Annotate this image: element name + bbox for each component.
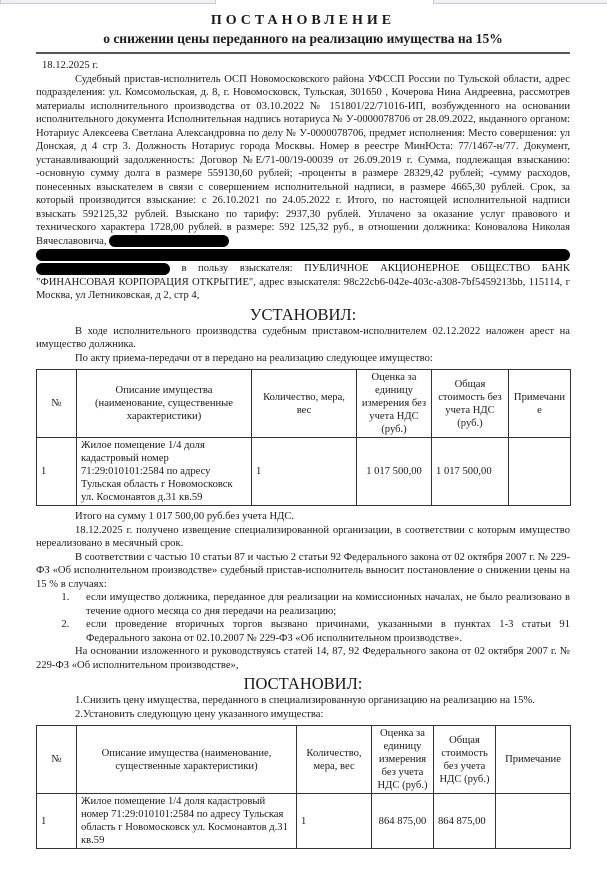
case-item: 2. если проведение вторичных торгов вызвано причинами, указанными в пунктах 1-3 статьи 91 Федерального закона от 02.10.2007 № 229-ФЗ «Об исполнительном производстве». [72, 618, 570, 645]
property-table-initial [36, 369, 571, 506]
col-quantity: Количество, мера, вес [252, 370, 357, 438]
col-unit-price: Оценка за единицу измерения без учета НДС (руб.) [357, 370, 432, 438]
heading-established: УСТАНОВИЛ: [249, 304, 357, 324]
cell-unit-price: 864 875,00 [372, 794, 434, 849]
redaction [36, 249, 570, 261]
cell-description: Жилое помещение 1/4 доля кадастровый номер 71:29:010101:2584 по адресу Тульская область г Новомосковск ул. Космонавтов д.31 кв.59 [77, 438, 252, 506]
paragraph-law: В соответствии с частью 10 статьи 87 и частью 2 статьи 92 Федерального закона от 02 октября 2007 г. № 229-ФЗ «Об исполнительном производстве» судебный пристав-исполнитель выносит постановление о снижении цены на 15 % в случаях: [36, 551, 570, 590]
paragraph-basis: На основании изложенного и руководствуясь статей 14, 87, 92 Федерального закона от 02 октября 2007 г. № 229-ФЗ «Об исполнительном производстве», [36, 646, 570, 671]
col-number: № [37, 726, 77, 794]
cell-description: Жилое помещение 1/4 доля кадастровый номер 71:29:010101:2584 по адресу Тульская область г Новомосковск ул. Космонавтов д.31 кв.59 [77, 794, 297, 849]
document-date: 18.12.2025 г. [42, 60, 99, 71]
cell-quantity: 1 [252, 438, 357, 506]
paragraph-arrest: В ходе исполнительного производства судебным приставом-исполнителем 02.12.2022 наложен арест на имущество должника. [36, 325, 570, 350]
col-note: Примечание [509, 370, 571, 438]
redaction [36, 263, 170, 275]
intro-text: Судебный пристав-исполнитель ОСП Новомосковского района УФССП России по Тульской области, адрес подразделения: ул. Комсомольская, д. 8, г. Новомосковск, Тульская, 301650 , Кочерова Нина Андреевна, рассмотрев материалы исполнительного производства от 03.10.2022 № 151801/22/71016-ИП, возбужденного на основании исполнительного документа Исполнительная надпись нотариуса № У-0000078706 от 28.09.2022, выданного органом: Нотариус Алексеева Светлана Александровна по делу № У-0000078706, предмет исполнения: Место совершения: ул Донская, д 4 стр 3. Должность Нотариус города Москвы. Номер в реестре МинЮста: 77/1467-н/77. Документ, устанавливающий задолженность: Договор №Е/71-00/19-00039 от 26.09.2019 г. Сумма, подлежащая взысканию: -основную сумму долга в размере 559130,60 рублей; -проценты в размере 28329,42 рублей; -сумму расходов, понесенных взыскателем в связи с совершением исполнительной надписи, в размере 4665,30 рублей. Срок, за который производится взыскание: с 26.10.2021 по 24.05.2022 г. Итого, по настоящей исполнительной надписи взыскать 592125,32 рублей. Взыскано по тарифу: 2937,30 рублей. Уплачено за оказание услуг правового и технического характера 1728,00 рублей. в размере: 592 125,32 руб., в отношении должника: Коновалова Николая Вячеславовича, [36, 73, 570, 247]
cell-note [509, 438, 571, 506]
col-unit-price: Оценка за единицу измерения без учета НДС (руб.) [372, 726, 434, 794]
paragraph-act: По акту приема-передачи от в передано на реализацию следующее имущество: [75, 352, 433, 364]
cell-number: 1 [37, 794, 77, 849]
redaction [109, 235, 229, 247]
document-subtitle: о снижении цены переданного на реализацию имущества на 15% [103, 31, 503, 46]
col-quantity: Количество, мера, вес [297, 726, 372, 794]
col-note: Примечание [496, 726, 571, 794]
col-total: Общая стоимость без учета НДС (руб.) [432, 370, 509, 438]
cell-unit-price: 1 017 500,00 [357, 438, 432, 506]
col-number: № [37, 370, 77, 438]
toolbar-right-frame [433, 0, 607, 4]
resolution-item-1: 1.Снизить цену имущества, переданного в специализированную организацию на реализацию на 15%. [75, 695, 535, 706]
cell-note [496, 794, 571, 849]
paragraph-notice: 18.12.2025 г. получено извещение специализированной организации, в соответствии с которым имущество нереализовано в месячный срок. [36, 524, 570, 549]
cell-total: 1 017 500,00 [432, 438, 509, 506]
cell-number: 1 [37, 438, 77, 506]
col-description: Описание имущества (наименование, существенные характеристики) [77, 370, 252, 438]
intro-paragraph [36, 73, 570, 249]
property-table-reduced [36, 725, 571, 849]
document-title: ПОСТАНОВЛЕНИЕ [210, 13, 396, 28]
toolbar-left-frame [0, 0, 216, 4]
table-row [37, 794, 571, 849]
cases-list [36, 591, 570, 645]
table-row [37, 438, 571, 506]
resolution-item-2: 2.Установить следующую цену указанного имущества: [75, 708, 324, 720]
intro-text-continued: в пользу взыскателя: ПУБЛИЧНОЕ АКЦИОНЕРНОЕ ОБЩЕСТВО БАНК "ФИНАНСОВАЯ КОРПОРАЦИЯ ОТКРЫТИЕ", адрес взыскателя: 98c22cb6-042e-403c-a308-7bf5459213bb, 115114, г Москва, ул Летниковская, д 2, стр 4, [36, 263, 570, 301]
cell-total: 864 875,00 [434, 794, 496, 849]
title-rule [36, 52, 570, 54]
heading-resolved: ПОСТАНОВИЛ: [243, 674, 363, 693]
col-total: Общая стоимость без учета НДС (руб.) [434, 726, 496, 794]
col-description: Описание имущества (наименование, существенные характеристики) [77, 726, 297, 794]
total-line: Итого на сумму 1 017 500,00 руб.без учета НДС. [75, 511, 295, 522]
intro-paragraph-continued [36, 262, 570, 303]
cell-quantity: 1 [297, 794, 372, 849]
case-item: 1. если имущество должника, переданное для реализации на комиссионных началах, не было реализовано в течение одного месяца со дня передачи на реализацию; [72, 591, 570, 618]
